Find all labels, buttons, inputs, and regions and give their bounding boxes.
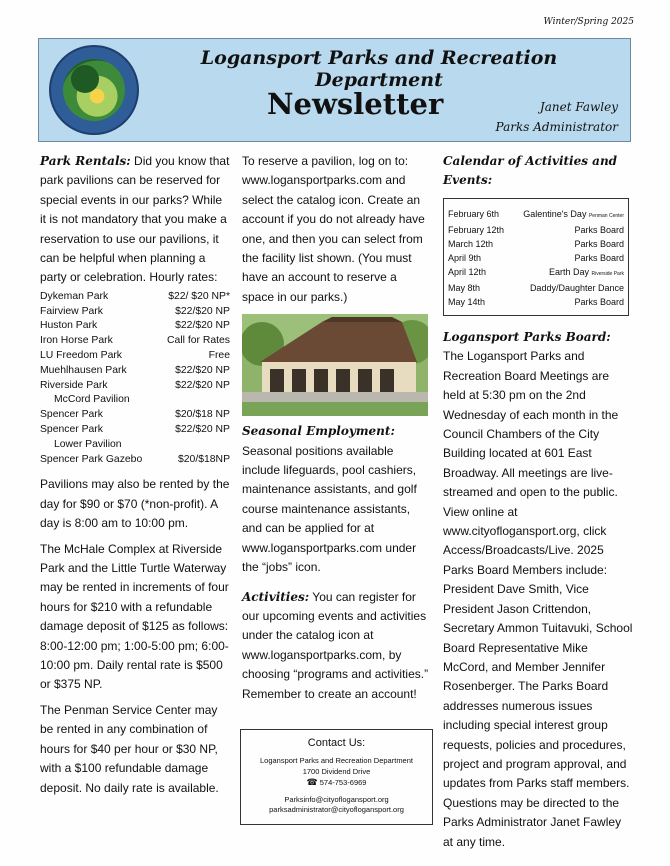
park-rentals-heading: Park Rentals: (40, 154, 131, 168)
calendar-event-name: Earth Day (548, 267, 589, 277)
calendar-event-name: Galentine's Day (523, 209, 587, 219)
calendar-event (530, 281, 624, 295)
calendar-event (574, 237, 624, 251)
pavilion-photo (242, 314, 428, 416)
rate-park-name: LU Freedom Park (40, 350, 122, 362)
reserve-text: To reserve a pavilion, log on to: www.logansportparks.com and select the catalog icon. Create an account if you do not already have one, and then you can select from the facility list shown. (You must have an account to reserve a space in our parks.) (242, 154, 425, 304)
rate-value: $20/$18NP (178, 453, 230, 465)
calendar-date: April 9th (448, 253, 482, 263)
calendar-date: March 12th (448, 239, 494, 249)
rate-row (40, 364, 230, 379)
calendar-date: April 12th (448, 267, 487, 277)
calendar-date: May 14th (448, 297, 486, 307)
rate-value: $20/$18 NP (175, 409, 230, 421)
rate-park-name: Riverside Park (40, 379, 108, 391)
rate-row (40, 334, 230, 349)
contact-phone: 574-753-6969 (319, 778, 367, 787)
calendar-row (448, 281, 624, 295)
calendar-event (574, 295, 624, 309)
penman-center-text: The Penman Service Center may be rented in any combination of hours for $40 per hour or $30 NP, with a $100 refundable damage deposit. No daily rate is available. (40, 702, 219, 795)
administrator-block (496, 97, 618, 137)
contact-address: 1700 Dividend Drive (302, 766, 371, 776)
column-park-rentals (40, 152, 230, 804)
administrator-title: Parks Administrator (495, 120, 618, 134)
contact-title: Contact Us: (307, 737, 366, 749)
rate-park-name: Iron Horse Park (40, 335, 113, 347)
calendar-event-location: Riverside Park (591, 271, 624, 277)
logansport-parks-logo-icon (49, 45, 139, 135)
employment-text: Seasonal positions available include lifeguards, pool cashiers, maintenance assistants, and golf course maintenance assistants, and can be applied for at www.logansportparks.com under the “jobs” icon. (242, 443, 417, 575)
phone-icon: ☎ (306, 777, 318, 787)
rate-value: Call for Rates (167, 335, 230, 347)
calendar-row (448, 265, 624, 281)
contact-email-info[interactable]: Parksinfo@cityoflogansport.org (284, 794, 389, 804)
column-reservations (242, 152, 432, 710)
contact-email-admin[interactable]: parksadministrator@cityoflogansport.org (269, 805, 404, 814)
rate-park-name: Spencer Park (40, 424, 103, 436)
calendar-event (549, 265, 624, 281)
masthead (38, 38, 631, 142)
calendar-box (443, 198, 629, 316)
rates-table (40, 290, 230, 468)
calendar-event-name: Daddy/Daughter Dance (529, 283, 624, 293)
rate-park-name: Dykeman Park (40, 290, 109, 302)
rate-row (40, 349, 230, 364)
rate-park-name: Spencer Park Gazebo (40, 453, 143, 465)
calendar-date: May 8th (448, 283, 481, 293)
newsletter-title: Newsletter (267, 87, 444, 121)
rate-value: $22/$20 NP (175, 305, 230, 317)
calendar-event (574, 251, 624, 265)
rate-row (40, 453, 230, 468)
rate-park-name: McCord Pavilion (54, 394, 130, 406)
rate-row (40, 393, 230, 408)
calendar-row (448, 223, 624, 237)
rate-value: $22/$20 NP (175, 320, 230, 332)
column-calendar-board (443, 152, 633, 852)
calendar-event-name: Parks Board (574, 239, 624, 249)
rate-row (40, 305, 230, 320)
rate-value: $22/$20 NP (175, 364, 230, 376)
rate-row (40, 438, 230, 453)
calendar-event-name: Parks Board (574, 225, 624, 235)
rate-park-name: Muehlhausen Park (40, 364, 127, 376)
rate-park-name: Fairview Park (40, 305, 103, 317)
calendar-row (448, 237, 624, 251)
calendar-heading: Calendar of Activities and Events: (443, 154, 618, 187)
park-rentals-intro: Did you know that park pavilions can be reserved for special events in our parks? While it is not mandatory that you make a reservation to use our pavilions, it can be helpful when planning a party or celebration. Hourly rates: (40, 154, 230, 285)
activities-text: You can register for our upcoming events and activities under the catalog icon at www.logansportparks.com, by choosing “programs and activities.” Remember to create an account! (242, 589, 429, 701)
calendar-date: February 6th (448, 209, 500, 219)
calendar-event (574, 223, 624, 237)
rate-value: Free (208, 350, 230, 362)
department-title: Logansport Parks and Recreation Department (200, 47, 558, 91)
employment-heading: Seasonal Employment: (242, 424, 395, 439)
rate-row (40, 423, 230, 438)
activities-heading: Activities: (242, 589, 310, 604)
administrator-name: Janet Fawley (539, 100, 618, 114)
rate-park-name: Lower Pavilion (54, 438, 122, 450)
rate-row (40, 290, 230, 305)
calendar-row (448, 251, 624, 265)
calendar-event-name: Parks Board (574, 253, 624, 263)
season-label: Winter/Spring 2025 (543, 17, 634, 27)
rate-row (40, 319, 230, 334)
contact-box (240, 729, 433, 825)
parks-board-heading: Logansport Parks Board: (443, 330, 611, 344)
contact-org: Logansport Parks and Recreation Department (259, 756, 413, 765)
rate-row (40, 408, 230, 423)
calendar-date: February 12th (448, 225, 505, 235)
rate-value: $22/ $20 NP* (168, 290, 230, 302)
rate-row (40, 379, 230, 394)
calendar-row (448, 295, 624, 309)
calendar-event-location: Penman Center (588, 213, 624, 219)
calendar-event (523, 207, 624, 223)
rate-value: $22/$20 NP (175, 424, 230, 436)
rate-value: $22/$20 NP (175, 379, 230, 391)
rate-park-name: Spencer Park (40, 409, 103, 421)
rate-park-name: Huston Park (40, 320, 98, 332)
calendar-event-name: Parks Board (574, 297, 624, 307)
parks-board-text: The Logansport Parks and Recreation Board Meetings are held at 5:30 pm on the 2nd Wednesday of each month in the Council Chambers of the City Building located at 601 East Broadway. All meetings are live-streamed and open to the public. View online at www.cityoflogansport.org, click Access/Broadcasts/Live. 2025 Parks Board Members include: President Dave Smith, Vice President Jason Crittendon, Secretary Ammon Tuitavuki, School Board Representative Mike McCord, and Member Jennifer Rosenberger. The Parks Board addresses numerous issues including special interest group requests, policies and procedures, project and program approval, and updates from Parks staff members. Questions may be directed to the Parks Administrator Janet Fawley at any time. (443, 349, 633, 849)
pavilion-day-rate: Pavilions may also be rented by the day for $90 or $70 (*non-profit). A day is 8:00 am to 10:00 pm. (40, 477, 230, 531)
calendar-row (448, 207, 624, 223)
mchale-complex-text: The McHale Complex at Riverside Park and the Little Turtle Waterway may be rented in increments of four hours for $210 with a refundable damage deposit of $125 as follows: 8:00-12:00 pm; 1:00-5:00 pm; 6:00-10:00 pm. Daily rental rate is $500 or $375 NP. (40, 541, 229, 692)
